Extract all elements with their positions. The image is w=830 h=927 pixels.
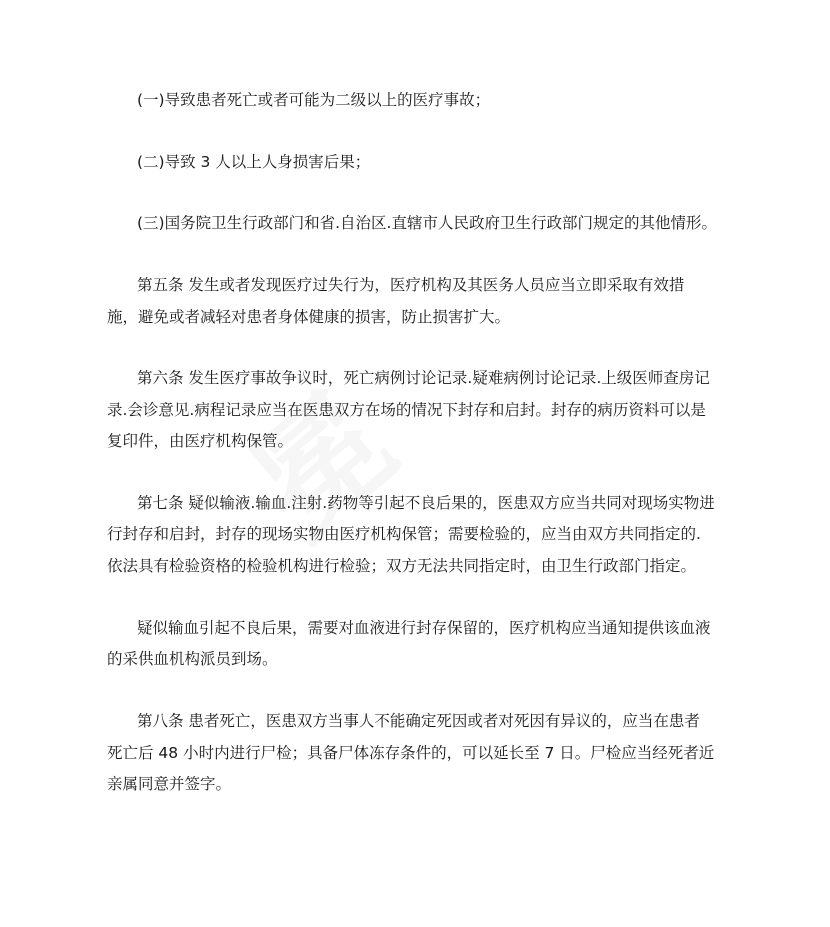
article-6-line-3: 复印件，由医疗机构保管。 xyxy=(107,432,294,450)
article-8-line-3: 亲属同意并签字。 xyxy=(107,775,232,793)
article-8-line-1: 第八条 患者死亡，医患双方当事人不能确定死因或者对死因有异议的，应当在患者 xyxy=(137,712,700,730)
item-3: (三)国务院卫生行政部门和省.自治区.直辖市人民政府卫生行政部门规定的其他情形。 xyxy=(137,214,717,232)
article-8-line-2: 死亡后 48 小时内进行尸检；具备尸体冻存条件的，可以延长至 7 日。尸检应当经死者近 xyxy=(107,744,715,762)
article-7-line-1: 第七条 疑似输液.输血.注射.药物等引起不良后果的，医患双方应当共同对现场实物进 xyxy=(137,494,715,512)
article-5-line-1: 第五条 发生或者发现医疗过失行为，医疗机构及其医务人员应当立即采取有效措 xyxy=(137,276,685,294)
article-7-line-2: 行封存和启封，封存的现场实物由医疗机构保管；需要检验的，应当由双方共同指定的. xyxy=(107,525,701,543)
article-7b-line-1: 疑似输血引起不良后果，需要对血液进行封存保留的，医疗机构应当通知提供该血液 xyxy=(137,619,711,637)
article-5-line-2: 施，避免或者减轻对患者身体健康的损害，防止损害扩大。 xyxy=(107,308,511,326)
item-2: (二)导致 3 人以上人身损害后果； xyxy=(137,153,371,171)
article-7-line-3: 依法具有检验资格的检验机构进行检验；双方无法共同指定时，由卫生行政部门指定。 xyxy=(107,557,697,575)
item-1: (一)导致患者死亡或者可能为二级以上的医疗事故； xyxy=(137,91,491,109)
article-7b-line-2: 的采供血机构派员到场。 xyxy=(107,650,278,668)
article-6-line-2: 录.会诊意见.病程记录应当在医患双方在场的情况下封存和启封。封存的病历资料可以是 xyxy=(107,401,706,419)
article-6-line-1: 第六条 发生医疗事故争议时，死亡病例讨论记录.疑难病例讨论记录.上级医师查房记 xyxy=(137,369,710,387)
